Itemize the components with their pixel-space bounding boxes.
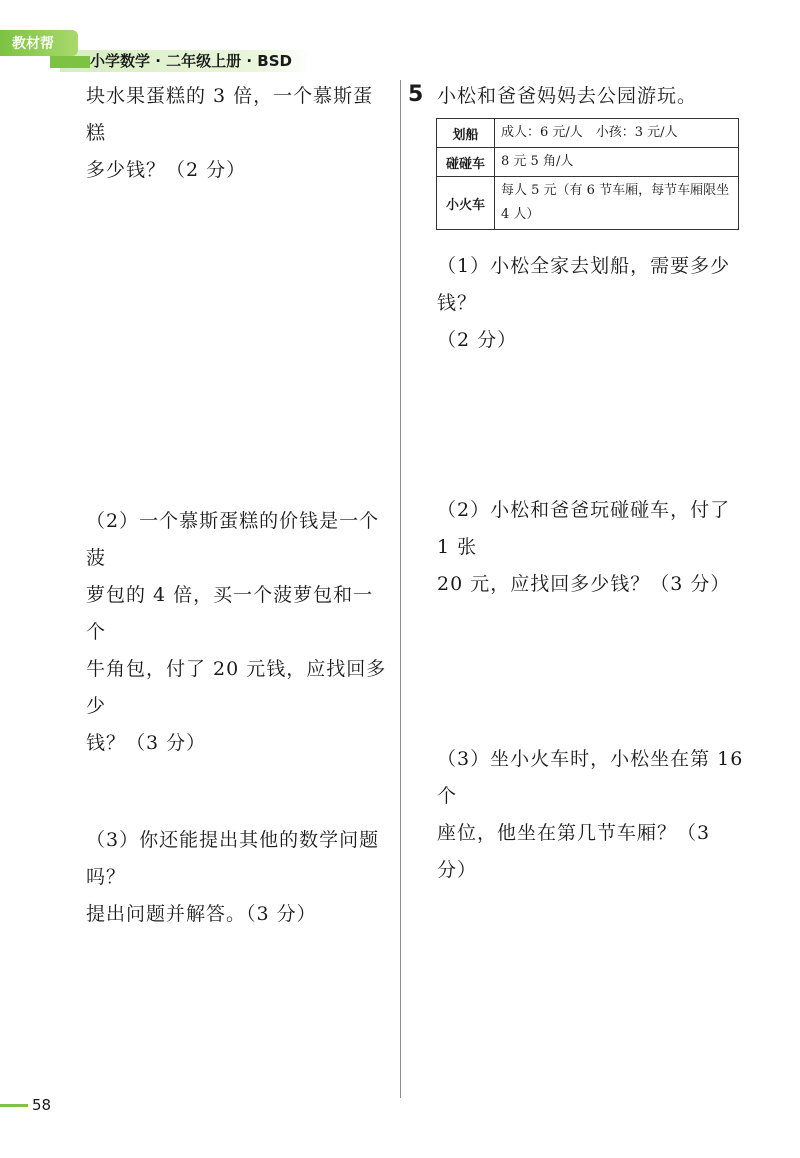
column-divider bbox=[400, 80, 401, 1098]
page-number-accent bbox=[0, 1104, 28, 1107]
question-part-3 bbox=[86, 822, 392, 933]
question-line: 牛角包，付了 20 元钱，应找回多少 bbox=[86, 658, 387, 717]
price-table bbox=[436, 118, 739, 230]
question-stem: 小松和爸爸妈妈去公园游玩。 bbox=[437, 85, 698, 107]
header-accent-stripe bbox=[50, 56, 90, 68]
question-line: （2 分） bbox=[437, 329, 518, 351]
table-label: 划船 bbox=[437, 119, 495, 148]
question-line: 提出问题并解答。（3 分） bbox=[86, 903, 317, 925]
question-number: 5 bbox=[408, 82, 424, 107]
table-row bbox=[437, 148, 739, 177]
question-line: （2）一个慕斯蛋糕的价钱是一个菠 bbox=[86, 510, 380, 569]
subquestion-3 bbox=[437, 741, 747, 889]
table-row bbox=[437, 177, 739, 230]
question-line: （3）你还能提出其他的数学问题吗？ bbox=[86, 829, 380, 888]
subquestion-2 bbox=[437, 492, 747, 603]
table-row bbox=[437, 119, 739, 148]
question-line: 多少钱？（2 分） bbox=[86, 159, 247, 181]
page-number: 58 bbox=[32, 1096, 52, 1114]
table-value: 8 元 5 角/人 bbox=[495, 148, 739, 177]
question-line: （3）坐小火车时，小松坐在第 16 个 bbox=[437, 748, 744, 807]
question-line: 20 元，应找回多少钱？（3 分） bbox=[437, 573, 731, 595]
subquestion-1 bbox=[437, 248, 747, 359]
question-line: （2）小松和爸爸玩碰碰车，付了 1 张 bbox=[437, 499, 731, 558]
header-badge-label: 教材帮 bbox=[12, 36, 54, 52]
question-line: （1）小松全家去划船，需要多少钱？ bbox=[437, 255, 731, 314]
question-part-2 bbox=[86, 503, 392, 762]
question-continuation bbox=[86, 78, 392, 189]
table-value: 成人：6 元/人 小孩：3 元/人 bbox=[495, 119, 739, 148]
question-line: 钱？（3 分） bbox=[86, 732, 207, 754]
table-value: 每人 5 元（有 6 节车厢，每节车厢限坐 4 人） bbox=[495, 177, 739, 230]
question-line: 块水果蛋糕的 3 倍，一个慕斯蛋糕 bbox=[86, 85, 374, 144]
question-line: 座位，他坐在第几节车厢？（3 分） bbox=[437, 822, 711, 881]
table-label: 碰碰车 bbox=[437, 148, 495, 177]
table-label: 小火车 bbox=[437, 177, 495, 230]
header-title: 小学数学 · 二年级上册 · BSD bbox=[90, 52, 292, 70]
question-line: 萝包的 4 倍，买一个菠萝包和一个 bbox=[86, 584, 374, 643]
header-badge bbox=[0, 30, 78, 56]
